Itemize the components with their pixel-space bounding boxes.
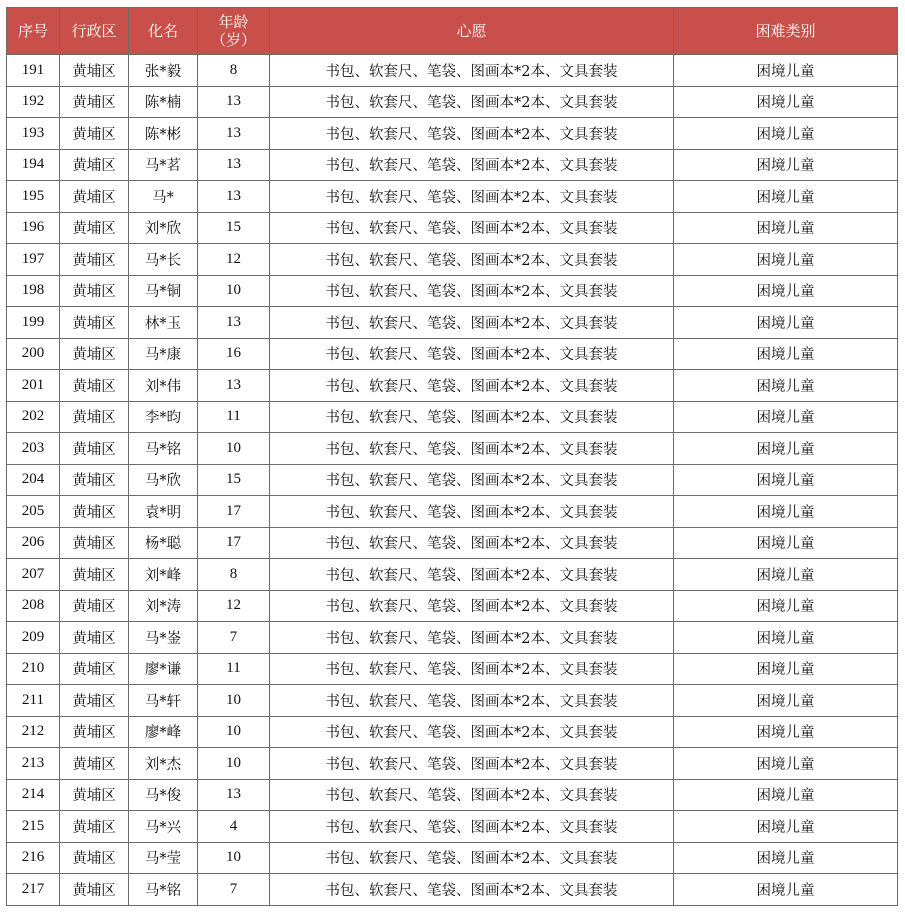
cell-district: 黄埔区 [60,244,129,276]
cell-name: 刘*杰 [129,748,198,780]
table-row [7,748,898,780]
cell-seq: 214 [7,779,60,811]
wish-list-table [6,7,898,906]
table-row [7,86,898,118]
table-row [7,433,898,465]
cell-district: 黄埔区 [60,842,129,874]
cell-age: 13 [198,307,270,339]
cell-wish: 书包、软套尺、笔袋、图画本*2本、文具套装 [270,811,674,843]
cell-district: 黄埔区 [60,55,129,87]
cell-seq: 194 [7,149,60,181]
cell-district: 黄埔区 [60,275,129,307]
cell-name: 廖*谦 [129,653,198,685]
cell-name: 刘*欣 [129,212,198,244]
cell-name: 马* [129,181,198,213]
cell-district: 黄埔区 [60,149,129,181]
cell-name: 张*毅 [129,55,198,87]
table-row [7,181,898,213]
table-row [7,874,898,906]
cell-seq: 205 [7,496,60,528]
table-row [7,55,898,87]
cell-district: 黄埔区 [60,716,129,748]
cell-age: 13 [198,779,270,811]
cell-seq: 204 [7,464,60,496]
cell-district: 黄埔区 [60,464,129,496]
cell-name: 马*铜 [129,275,198,307]
cell-wish: 书包、软套尺、笔袋、图画本*2本、文具套装 [270,86,674,118]
cell-district: 黄埔区 [60,559,129,591]
cell-wish: 书包、软套尺、笔袋、图画本*2本、文具套装 [270,118,674,150]
table-row [7,307,898,339]
cell-wish: 书包、软套尺、笔袋、图画本*2本、文具套装 [270,244,674,276]
cell-category: 困境儿童 [674,748,898,780]
header-district: 行政区 [60,8,129,55]
cell-district: 黄埔区 [60,86,129,118]
cell-category: 困境儿童 [674,244,898,276]
cell-category: 困境儿童 [674,55,898,87]
cell-category: 困境儿童 [674,86,898,118]
cell-wish: 书包、软套尺、笔袋、图画本*2本、文具套装 [270,716,674,748]
cell-district: 黄埔区 [60,212,129,244]
cell-category: 困境儿童 [674,401,898,433]
cell-wish: 书包、软套尺、笔袋、图画本*2本、文具套装 [270,590,674,622]
cell-wish: 书包、软套尺、笔袋、图画本*2本、文具套装 [270,370,674,402]
cell-age: 10 [198,842,270,874]
cell-age: 15 [198,464,270,496]
cell-category: 困境儿童 [674,496,898,528]
cell-category: 困境儿童 [674,874,898,906]
cell-wish: 书包、软套尺、笔袋、图画本*2本、文具套装 [270,307,674,339]
cell-name: 刘*涛 [129,590,198,622]
table-row [7,527,898,559]
cell-district: 黄埔区 [60,622,129,654]
cell-seq: 209 [7,622,60,654]
cell-wish: 书包、软套尺、笔袋、图画本*2本、文具套装 [270,338,674,370]
table-row [7,811,898,843]
cell-name: 林*玉 [129,307,198,339]
cell-seq: 196 [7,212,60,244]
cell-age: 11 [198,653,270,685]
cell-seq: 212 [7,716,60,748]
cell-district: 黄埔区 [60,811,129,843]
header-age [198,8,270,55]
cell-name: 马*莹 [129,842,198,874]
cell-wish: 书包、软套尺、笔袋、图画本*2本、文具套装 [270,55,674,87]
table-row [7,244,898,276]
table-row [7,496,898,528]
header-category: 困难类别 [674,8,898,55]
table-row [7,779,898,811]
cell-age: 4 [198,811,270,843]
cell-category: 困境儿童 [674,842,898,874]
cell-seq: 193 [7,118,60,150]
table-row [7,401,898,433]
wish-list-table-container [6,7,897,906]
cell-seq: 203 [7,433,60,465]
cell-category: 困境儿童 [674,338,898,370]
cell-district: 黄埔区 [60,433,129,465]
cell-name: 李*昀 [129,401,198,433]
cell-district: 黄埔区 [60,118,129,150]
table-header [7,8,898,55]
cell-district: 黄埔区 [60,653,129,685]
header-age-line1: 年龄 [218,13,249,31]
cell-age: 13 [198,86,270,118]
cell-age: 11 [198,401,270,433]
cell-district: 黄埔区 [60,874,129,906]
table-body [7,55,898,906]
cell-age: 10 [198,433,270,465]
table-row [7,275,898,307]
cell-age: 10 [198,748,270,780]
table-row [7,653,898,685]
cell-age: 10 [198,716,270,748]
cell-name: 马*崟 [129,622,198,654]
cell-district: 黄埔区 [60,401,129,433]
cell-wish: 书包、软套尺、笔袋、图画本*2本、文具套装 [270,653,674,685]
cell-age: 17 [198,496,270,528]
header-age-line2: （岁） [210,31,256,49]
cell-age: 10 [198,275,270,307]
cell-category: 困境儿童 [674,275,898,307]
cell-name: 马*欣 [129,464,198,496]
cell-district: 黄埔区 [60,370,129,402]
cell-wish: 书包、软套尺、笔袋、图画本*2本、文具套装 [270,275,674,307]
cell-age: 13 [198,118,270,150]
cell-name: 马*轩 [129,685,198,717]
cell-seq: 213 [7,748,60,780]
cell-age: 12 [198,244,270,276]
cell-category: 困境儿童 [674,433,898,465]
cell-name: 马*俊 [129,779,198,811]
cell-wish: 书包、软套尺、笔袋、图画本*2本、文具套装 [270,527,674,559]
table-row [7,212,898,244]
cell-age: 8 [198,559,270,591]
cell-wish: 书包、软套尺、笔袋、图画本*2本、文具套装 [270,401,674,433]
cell-seq: 217 [7,874,60,906]
cell-wish: 书包、软套尺、笔袋、图画本*2本、文具套装 [270,874,674,906]
cell-category: 困境儿童 [674,307,898,339]
cell-age: 17 [198,527,270,559]
cell-age: 13 [198,370,270,402]
cell-seq: 207 [7,559,60,591]
cell-wish: 书包、软套尺、笔袋、图画本*2本、文具套装 [270,748,674,780]
cell-seq: 195 [7,181,60,213]
cell-name: 马*康 [129,338,198,370]
cell-age: 7 [198,874,270,906]
cell-category: 困境儿童 [674,370,898,402]
cell-wish: 书包、软套尺、笔袋、图画本*2本、文具套装 [270,149,674,181]
cell-name: 陈*彬 [129,118,198,150]
cell-name: 马*茗 [129,149,198,181]
cell-category: 困境儿童 [674,622,898,654]
cell-seq: 216 [7,842,60,874]
cell-age: 13 [198,181,270,213]
cell-name: 马*铭 [129,874,198,906]
cell-age: 10 [198,685,270,717]
cell-name: 马*兴 [129,811,198,843]
cell-category: 困境儿童 [674,212,898,244]
table-row [7,716,898,748]
cell-category: 困境儿童 [674,527,898,559]
cell-seq: 211 [7,685,60,717]
cell-category: 困境儿童 [674,464,898,496]
cell-seq: 208 [7,590,60,622]
cell-name: 刘*峰 [129,559,198,591]
cell-seq: 192 [7,86,60,118]
cell-wish: 书包、软套尺、笔袋、图画本*2本、文具套装 [270,496,674,528]
cell-district: 黄埔区 [60,181,129,213]
table-row [7,464,898,496]
cell-seq: 210 [7,653,60,685]
cell-wish: 书包、软套尺、笔袋、图画本*2本、文具套装 [270,464,674,496]
cell-name: 马*长 [129,244,198,276]
cell-age: 16 [198,338,270,370]
cell-age: 15 [198,212,270,244]
cell-district: 黄埔区 [60,590,129,622]
cell-seq: 206 [7,527,60,559]
cell-category: 困境儿童 [674,590,898,622]
cell-wish: 书包、软套尺、笔袋、图画本*2本、文具套装 [270,433,674,465]
cell-wish: 书包、软套尺、笔袋、图画本*2本、文具套装 [270,779,674,811]
cell-seq: 200 [7,338,60,370]
cell-seq: 197 [7,244,60,276]
cell-district: 黄埔区 [60,685,129,717]
header-row [7,8,898,55]
cell-district: 黄埔区 [60,527,129,559]
cell-seq: 201 [7,370,60,402]
cell-seq: 198 [7,275,60,307]
cell-category: 困境儿童 [674,685,898,717]
cell-name: 陈*楠 [129,86,198,118]
header-wish: 心愿 [270,8,674,55]
cell-name: 杨*聪 [129,527,198,559]
cell-seq: 199 [7,307,60,339]
cell-wish: 书包、软套尺、笔袋、图画本*2本、文具套装 [270,622,674,654]
table-row [7,559,898,591]
cell-district: 黄埔区 [60,496,129,528]
cell-seq: 191 [7,55,60,87]
cell-name: 廖*峰 [129,716,198,748]
cell-wish: 书包、软套尺、笔袋、图画本*2本、文具套装 [270,559,674,591]
table-row [7,590,898,622]
table-row [7,338,898,370]
cell-name: 袁*明 [129,496,198,528]
cell-seq: 215 [7,811,60,843]
cell-name: 刘*伟 [129,370,198,402]
table-row [7,370,898,402]
cell-category: 困境儿童 [674,716,898,748]
table-row [7,118,898,150]
cell-age: 7 [198,622,270,654]
cell-category: 困境儿童 [674,559,898,591]
cell-district: 黄埔区 [60,748,129,780]
cell-district: 黄埔区 [60,338,129,370]
cell-category: 困境儿童 [674,653,898,685]
table-row [7,622,898,654]
header-seq: 序号 [7,8,60,55]
cell-district: 黄埔区 [60,779,129,811]
cell-category: 困境儿童 [674,181,898,213]
cell-age: 8 [198,55,270,87]
cell-district: 黄埔区 [60,307,129,339]
cell-age: 12 [198,590,270,622]
header-name: 化名 [129,8,198,55]
table-row [7,842,898,874]
cell-category: 困境儿童 [674,811,898,843]
cell-age: 13 [198,149,270,181]
cell-wish: 书包、软套尺、笔袋、图画本*2本、文具套装 [270,842,674,874]
cell-category: 困境儿童 [674,118,898,150]
cell-category: 困境儿童 [674,779,898,811]
cell-name: 马*铭 [129,433,198,465]
table-row [7,149,898,181]
cell-category: 困境儿童 [674,149,898,181]
cell-wish: 书包、软套尺、笔袋、图画本*2本、文具套装 [270,212,674,244]
cell-seq: 202 [7,401,60,433]
cell-wish: 书包、软套尺、笔袋、图画本*2本、文具套装 [270,181,674,213]
table-row [7,685,898,717]
cell-wish: 书包、软套尺、笔袋、图画本*2本、文具套装 [270,685,674,717]
